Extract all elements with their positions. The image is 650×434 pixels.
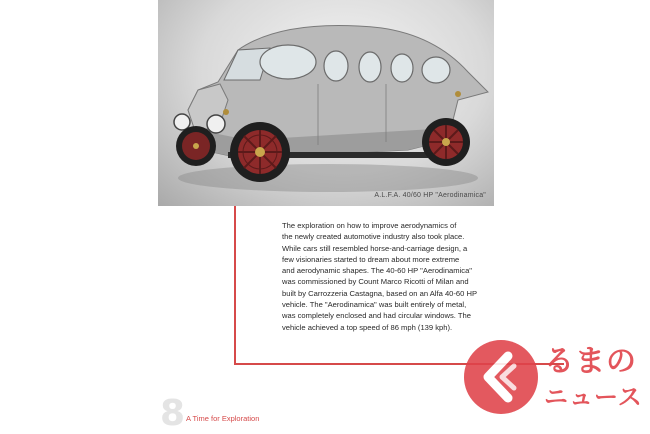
body-line: While cars still resembled horse-and-carriage design, a (282, 243, 468, 253)
body-line: few visionaries started to dream about more extreme (282, 254, 460, 264)
page-number: 8 (160, 393, 186, 434)
accent-vertical-rule (234, 206, 236, 364)
logo-text-line1: るまの (544, 344, 637, 379)
body-line: The exploration on how to improve aerodynamics of (282, 221, 457, 230)
logo-badge (464, 340, 538, 414)
body-paragraph (282, 220, 482, 333)
kuruma-news-watermark (464, 340, 650, 433)
body-line: was completely enclosed and had circular windows. The (282, 311, 471, 321)
logo-text-line2: ニュース (544, 383, 643, 411)
body-line: vehicle achieved a top speed of 86 mph (139 kph). (282, 322, 453, 332)
aerodinamica-car-illustration (158, 0, 494, 206)
body-line: the newly created automotive industry also took place. (282, 232, 465, 242)
chevron-left-icon (464, 340, 538, 414)
body-line: built by Carrozzeria Castagna, based on an Alfa 40-60 HP (282, 288, 478, 298)
body-line: vehicle. The "Aerodinamica" was built entirely of metal, (282, 300, 467, 310)
body-line: was commissioned by Count Marco Ricotti of Milan and (282, 277, 469, 287)
body-line: and aerodynamic shapes. The 40-60 HP "Aerodinamica" (282, 266, 473, 276)
section-title: A Time for Exploration (186, 414, 260, 423)
car-photo (158, 0, 494, 206)
photo-caption: A.L.F.A. 40/60 HP "Aerodinamica" (374, 192, 486, 199)
